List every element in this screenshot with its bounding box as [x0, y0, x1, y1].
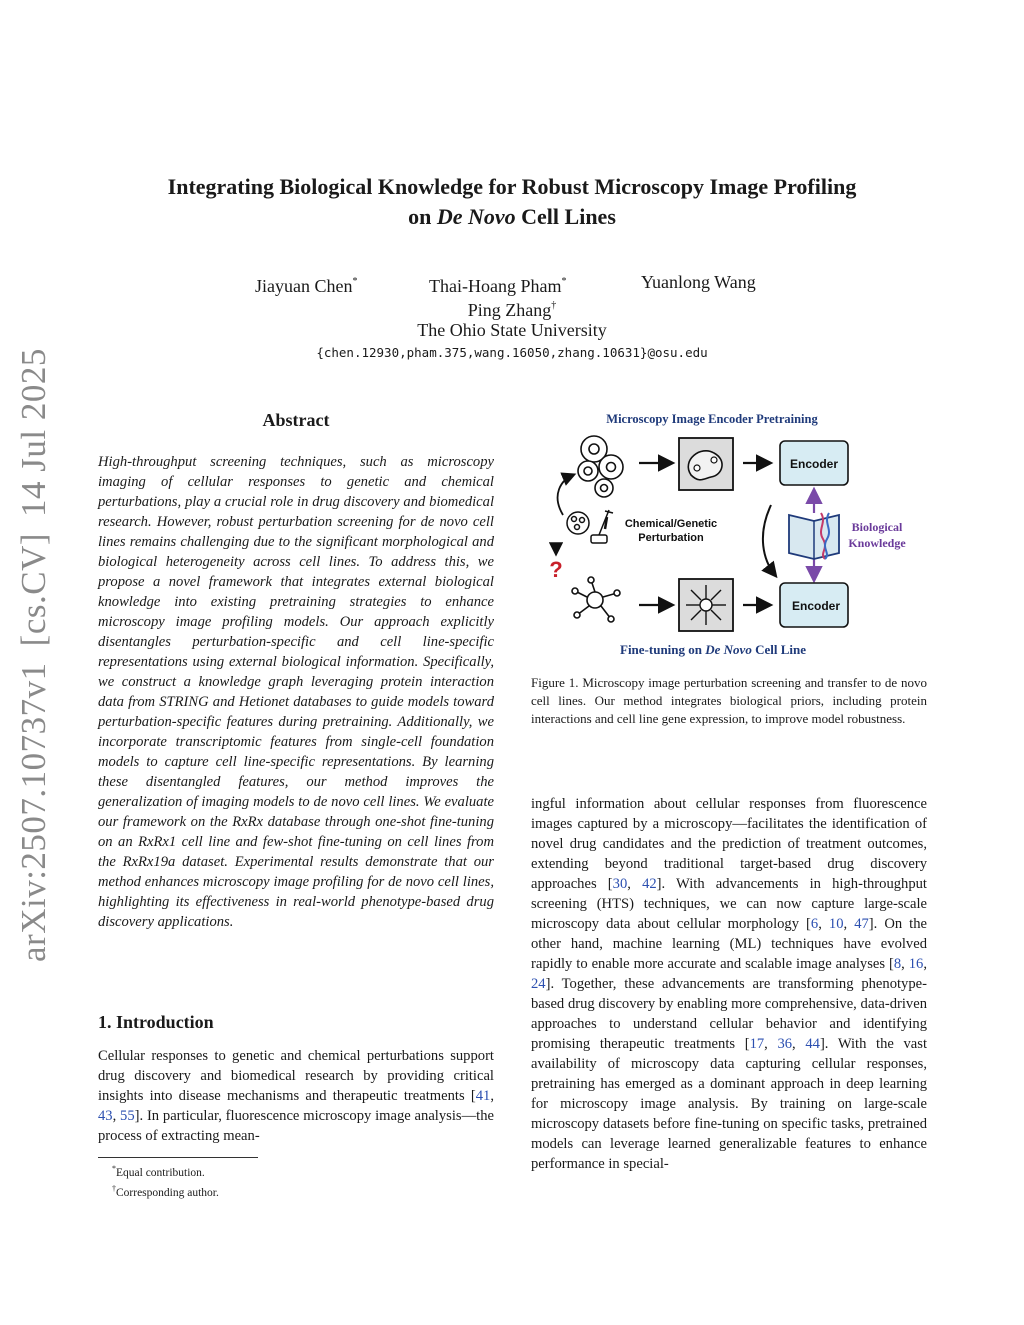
introduction-paragraph: Cellular responses to genetic and chemical perturbations support drug discovery and biomedical research by providing critical insights into disease mechanisms and therapeutic treatments [41, 43, 55]. In particular, fluorescence microscopy image analysis—the process of extracting mean-: [98, 1048, 494, 1144]
question-mark-icon: ?: [549, 557, 563, 582]
citation-link[interactable]: 55: [120, 1108, 135, 1124]
citation-link[interactable]: 44: [805, 1036, 820, 1052]
figure-bottom-title: Fine-tuning on De Novo Cell Line: [620, 642, 806, 657]
citation-link[interactable]: 41: [475, 1088, 491, 1104]
encoder-bottom-label: Encoder: [791, 599, 841, 613]
figure-1: [531, 405, 927, 667]
figure-1-caption: Figure 1. Microscopy image perturbation screening and transfer to de novo cell lines. Our method integrates biological priors, including protein interactions and cell line gene expression, to improve model robustness.: [531, 675, 927, 726]
citation-link[interactable]: 16: [908, 956, 924, 972]
abstract-text: High-throughput screening techniques, such as microscopy imaging of cellular responses to genetic and chemical perturbations, play a crucial role in drug discovery and biomedical research. However, robust perturbation screening for de novo cell lines remains challenging due to the significant morphological and biological heterogeneity across cell lines. To address this, we propose a novel framework that integrates external biological knowledge into existing pretraining strategies to enhance microscopy image profiling models. Our approach explicitly disentangles perturbation-specific and cell line-specific representations using external biological information. Specifically, we construct a knowledge graph leveraging protein interaction data from STRING and Hetionet databases to guide models toward perturbation-specific features during pretraining. Additionally, we incorporate transcriptomic features from single-cell foundation models to capture cell line-specific representations. By learning these disentangled features, our method improves the generalization of imaging models to de novo cell lines. We evaluate our framework on the RxRx database through one-shot fine-tuning on an RxRx1 cell line and few-shot fine-tuning on cell lines from the RxRx19a dataset. Experimental results demonstrate that our method enhances microscopy image profiling for de novo cell lines, highlighting its effectiveness in real-world phenotype-based drug discovery applications.: [98, 454, 494, 930]
author-jiayuan-chen: Jiayuan Chen*: [255, 276, 358, 296]
de-novo-microscopy-image-icon: [679, 579, 733, 631]
footnotes: [112, 1161, 219, 1201]
author-ping-zhang: Ping Zhang†: [467, 300, 557, 320]
microscopy-image-icon: [679, 438, 733, 490]
arxiv-id[interactable]: arXiv:2507.10737v1: [14, 662, 53, 962]
author-yuanlong-wang: Yuanlong Wang: [641, 272, 756, 292]
citation-link[interactable]: 43: [98, 1108, 113, 1124]
affiliation: The Ohio State University: [417, 320, 607, 340]
introduction-heading: 1. Introduction: [98, 1012, 214, 1032]
citation-link[interactable]: 10: [828, 916, 844, 932]
citation-link[interactable]: 8: [893, 956, 902, 972]
paper-title: [110, 172, 914, 232]
perturbation-label-line1: Chemical/Genetic: [624, 518, 718, 530]
knowledge-label-line1: Biological: [851, 520, 903, 534]
de-novo-cells-icon: [572, 577, 620, 622]
citation-link[interactable]: 47: [854, 916, 869, 932]
arxiv-category: [cs.CV]: [14, 532, 53, 647]
arxiv-date: 14 Jul 2025: [14, 348, 53, 517]
cells-icon: [578, 436, 623, 497]
author-emails[interactable]: {chen.12930,pham.375,wang.16050,zhang.10631}@osu.edu: [316, 345, 708, 360]
perturbation-label-line2: Perturbation: [638, 532, 704, 544]
figure-top-title: Microscopy Image Encoder Pretraining: [606, 412, 818, 426]
title-line-2: on De Novo Cell Lines: [408, 204, 616, 229]
footnote-rule: [98, 1157, 258, 1158]
knowledge-label-line2: Knowledge: [848, 536, 906, 550]
arxiv-stamp: [11, 350, 57, 970]
footnote-equal-contribution: *Equal contribution.: [112, 1164, 205, 1179]
citation-link[interactable]: 42: [642, 876, 657, 892]
author-thai-hoang-pham: Thai-Hoang Pham*: [429, 276, 567, 296]
citation-link[interactable]: 30: [612, 876, 628, 892]
perturbation-icon: [567, 510, 613, 543]
citation-link[interactable]: 17: [749, 1036, 765, 1052]
biological-knowledge-book-icon: [789, 513, 839, 559]
right-column-paragraph: ingful information about cellular responses from fluorescence images captured by a microscopy—facilitates the identification of novel drug candidates and the prediction of treatment outcomes, extending beyond traditional target-based drug discovery approaches [30, 42]. With advancements in high-throughput screening (HTS) techniques, we can now capture large-scale microscopy data about cellular morphology [6, 10, 47]. On the other hand, machine learning (ML) techniques have evolved rapidly to enable more accurate and scalable image analyses [8, 16, 24]. Together, these advancements are transforming phenotype-based drug discovery by enabling more comprehensive, data-driven approaches to understand cellular behavior and identifying promising therapeutic treatments [17, 36, 44]. With the vast availability of microscopy data capturing cellular responses, pretraining has emerged as a dominant approach in deep learning for microscopy image analysis. By training on large-scale microscopy datasets before fine-tuning on specific tasks, pretrained models can leverage learned generalizable features to enhance performance in special-: [531, 796, 928, 1172]
title-line-1: Integrating Biological Knowledge for Robust Microscopy Image Profiling: [167, 174, 857, 199]
citation-link[interactable]: 24: [531, 976, 546, 992]
encoder-top-label: Encoder: [789, 457, 839, 471]
footnote-corresponding-author: †Corresponding author.: [112, 1184, 219, 1199]
abstract-heading: Abstract: [262, 410, 330, 430]
citation-link[interactable]: 6: [810, 916, 819, 932]
citation-link[interactable]: 36: [777, 1036, 793, 1052]
